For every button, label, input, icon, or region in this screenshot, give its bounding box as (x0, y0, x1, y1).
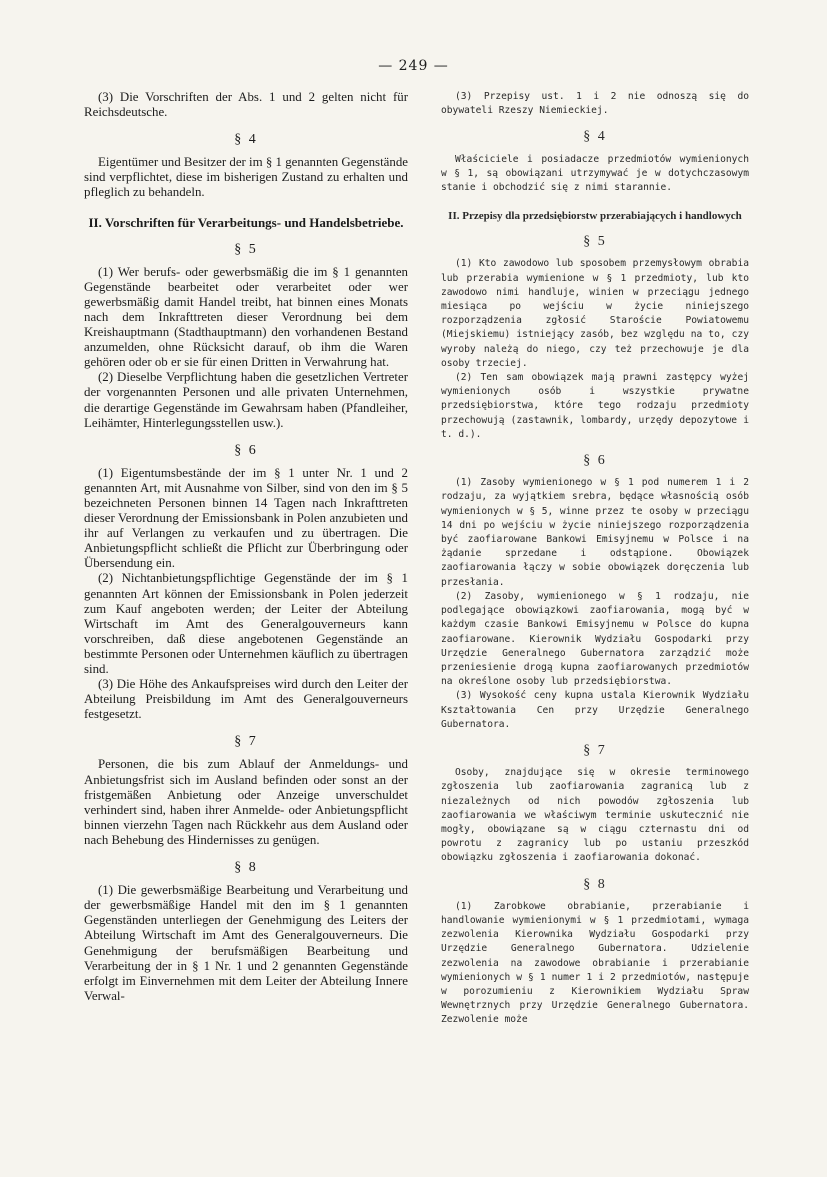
german-section-8-title: § 8 (234, 860, 258, 876)
german-section-5-paragraph-2: (2) Dieselbe Verpflichtung haben die gesetzlichen Vertreter der vorgenannten Personen und alle privaten Unternehmen, die derartige Gegenstände im Gewahrsam haben (Pfandleiher, Leihämter, Hinterlegungsstellen usw.). (84, 370, 408, 430)
german-section-4-title: § 4 (234, 132, 258, 148)
german-section-7-title: § 7 (234, 734, 258, 750)
german-section-6-paragraph-2: (2) Nichtanbietungspflichtige Gegenstände der im § 1 genannten Art können der Emissionsbank in Polen jederzeit zum Kauf angeboten werden; der Leiter der Abteilung Wirtschaft im Amt des Generalgouverneurs kann vorschreiben, daß diese angebotenen Gegenstände an bestimmte Personen oder Unternehmen käuflich zu übertragen sind. (84, 571, 408, 676)
german-paragraph-3: (3) Die Vorschriften der Abs. 1 und 2 gelten nicht für Reichsdeutsche. (84, 90, 408, 120)
german-section-5-title: § 5 (234, 241, 258, 257)
polish-section-7-text: Osoby, znajdujące się w okresie terminowego zgłoszenia lub zaofiarowania zagranicą lub z niezależnych od nich powodów zgłoszenia lub zaofiarowania we właściwym terminie uskutecznić nie mogły, obowiązane są w ciągu czternastu dni od powrotu z zagranicy lub po ustaniu przeszkód obowiązku zgłoszenia i zaofiarowania dokonać. (441, 767, 749, 864)
german-section-8-text: (1) Die gewerbsmäßige Bearbeitung und Verarbeitung und der gewerbsmäßige Handel mit den im § 1 genannten Gegenständen unterliegen der Genehmigung des Leiters der Abteilung Wirtschaft im Amt des Generalgouverneurs. Die Genehmigung der berufsmäßigen Bearbeitung und Verarbeitung der in § 1 Nr. 1 und 2 genannten Gegenstände erfolgt im Einvernehmen mit dem Leiter der Abteilung Innere Verwal- (84, 883, 408, 1003)
polish-section-8-text: (1) Zarobkowe obrabianie, przerabianie i handlowanie wymienionymi w § 1 przedmiotami, wymaga zezwolenia Kierownika Wydziału Gospodarki przy Urzędzie Generalnego Gubernatora. Udzielenie zezwolenia na zawodowe obrabianie i przerabianie wymienionych w § 1 numer 1 i 2 przedmiotów, następuje w porozumieniu z Kierownikiem Wydziału Spraw Wewnętrznych przy Urzędzie Generalnego Gubernatora. Zezwolenie może (441, 900, 749, 1026)
german-section-6-paragraph-3: (3) Die Höhe des Ankaufspreises wird durch den Leiter der Abteilung Preisbildung im Amt des Generalgouverneurs festgesetzt. (84, 677, 408, 722)
polish-section-5-title: § 5 (583, 234, 607, 250)
polish-section-5-paragraph-1: (1) Kto zawodowo lub sposobem przemysłowym obrabia lub przerabia wymienione w § 1 przedmioty, lub kto zawodowo nimi handluje, winien w przeciągu jednego miesiąca po wejściu w życie niniejszego rozporządzenia zgłosić Staroście Powiatowemu (Miejskiemu) istniejący zasób, bez względu na to, czy wyroby należą do niego, czy też przechowuje je dla osoby trzeciej. (441, 258, 749, 369)
polish-section-6-paragraph-3: (3) Wysokość ceny kupna ustala Kierownik Wydziału Kształtowania Cen przy Urzędzie Generalnego Gubernatora. (441, 690, 749, 730)
german-section-5-paragraph-1: (1) Wer berufs- oder gewerbsmäßig die im § 1 genannten Gegenstände bearbeitet oder verarbeitet oder wer gewerbsmäßig damit Handel treibt, hat binnen eines Monats nach dem Inkrafttreten dieser Verordnung bei dem Kreishauptmann (Stadthauptmann) den vorhandenen Bestand anzumelden, ohne Rücksicht darauf, ob ihm die Waren gehören oder ob er sie für einen Dritten in Verwahrung hat. (84, 264, 408, 370)
german-section-7-text: Personen, die bis zum Ablauf der Anmeldungs- und Anbietungsfrist sich im Ausland befinden oder sonst an der fristgemäßen Anbietung oder Anzeige unverschuldet verhindert sind, haben ihrer Anmelde- oder Anbietungspflicht binnen vierzehn Tagen nach Rückkehr aus dem Ausland oder nach Behebung des Hindernisses zu genügen. (84, 757, 408, 847)
polish-section-8-title: § 8 (583, 876, 607, 892)
polish-section-6-paragraph-2: (2) Zasoby, wymienionego w § 1 rodzaju, nie podlegające obowiązkowi zaofiarowania, mogą być w każdym czasie Bankowi Emisyjnemu w Polsce do kupna zaofiarowane. Kierownik Wydziału Gospodarki przy Urzędzie Generalnego Gubernatora zarządzić może przeniesienie drogą kupna zaofiarowanych przedmiotów na określone osoby lub przedsiębiorstwa. (441, 590, 749, 688)
polish-chapter-heading: II. Przepisy dla przedsiębiorstw przerabiających i handlowych (448, 210, 742, 223)
polish-paragraph-3: (3) Przepisy ust. 1 i 2 nie odnoszą się do obywateli Rzeszy Niemieckiej. (441, 91, 749, 117)
page-number: — 249 — (378, 58, 449, 74)
german-chapter-heading: II. Vorschriften für Verarbeitungs- und Handelsbetriebe. (88, 214, 404, 230)
german-section-4-text: Eigentümer und Besitzer der im § 1 genannten Gegenstände sind verpflichtet, diese im bisherigen Zustand zu erhalten und pfleglich zu behandeln. (84, 155, 408, 200)
german-column (84, 90, 408, 1004)
polish-section-6-title: § 6 (583, 453, 607, 469)
german-section-6-paragraph-1: (1) Eigentumsbestände der im § 1 unter Nr. 1 und 2 genannten Art, mit Ausnahme von Silber, sind von den im § 5 bezeichneten Personen binnen 14 Tagen nach Inkrafttreten dieser Verordnung der Emissionsbank in Polen anzubieten und ihr auf Verlangen zu verkaufen und zu übertragen. Die Anbietungspflicht schließt die Pflicht zur Überbringung oder Übersendung ein. (84, 465, 408, 571)
polish-section-6-paragraph-1: (1) Zasoby wymienionego w § 1 pod numerem 1 i 2 rodzaju, za wyjątkiem srebra, będące własnością osób wymienionych w § 5, winne przez te osoby w przeciągu 14 dni po wejściu w życie niniejszego rozporządzenia być zaofiarowane Bankowi Emisyjnemu w Polsce i na żądanie sprzedane i odstąpione. Obowiązek zaofiarowania łączy w sobie obowiązek doręczenia lub przesłania. (441, 477, 749, 588)
polish-section-5-paragraph-2: (2) Ten sam obowiązek mają prawni zastępcy wyżej wymienionych osób i wszystkie prywatne przedsiębiorstwa, które tego rodzaju przedmioty przechowują (zastawnik, lombardy, urzędy depozytowe i t. d.). (441, 372, 749, 440)
polish-section-4-text: Właściciele i posiadacze przedmiotów wymienionych w § 1, są obowiązani utrzymywać je w dotychczasowym stanie i obchodzić się z nimi starannie. (441, 153, 749, 194)
polish-section-7-title: § 7 (583, 742, 607, 758)
polish-column (441, 90, 749, 1028)
german-section-6-title: § 6 (234, 442, 258, 458)
polish-section-4-title: § 4 (583, 129, 607, 145)
